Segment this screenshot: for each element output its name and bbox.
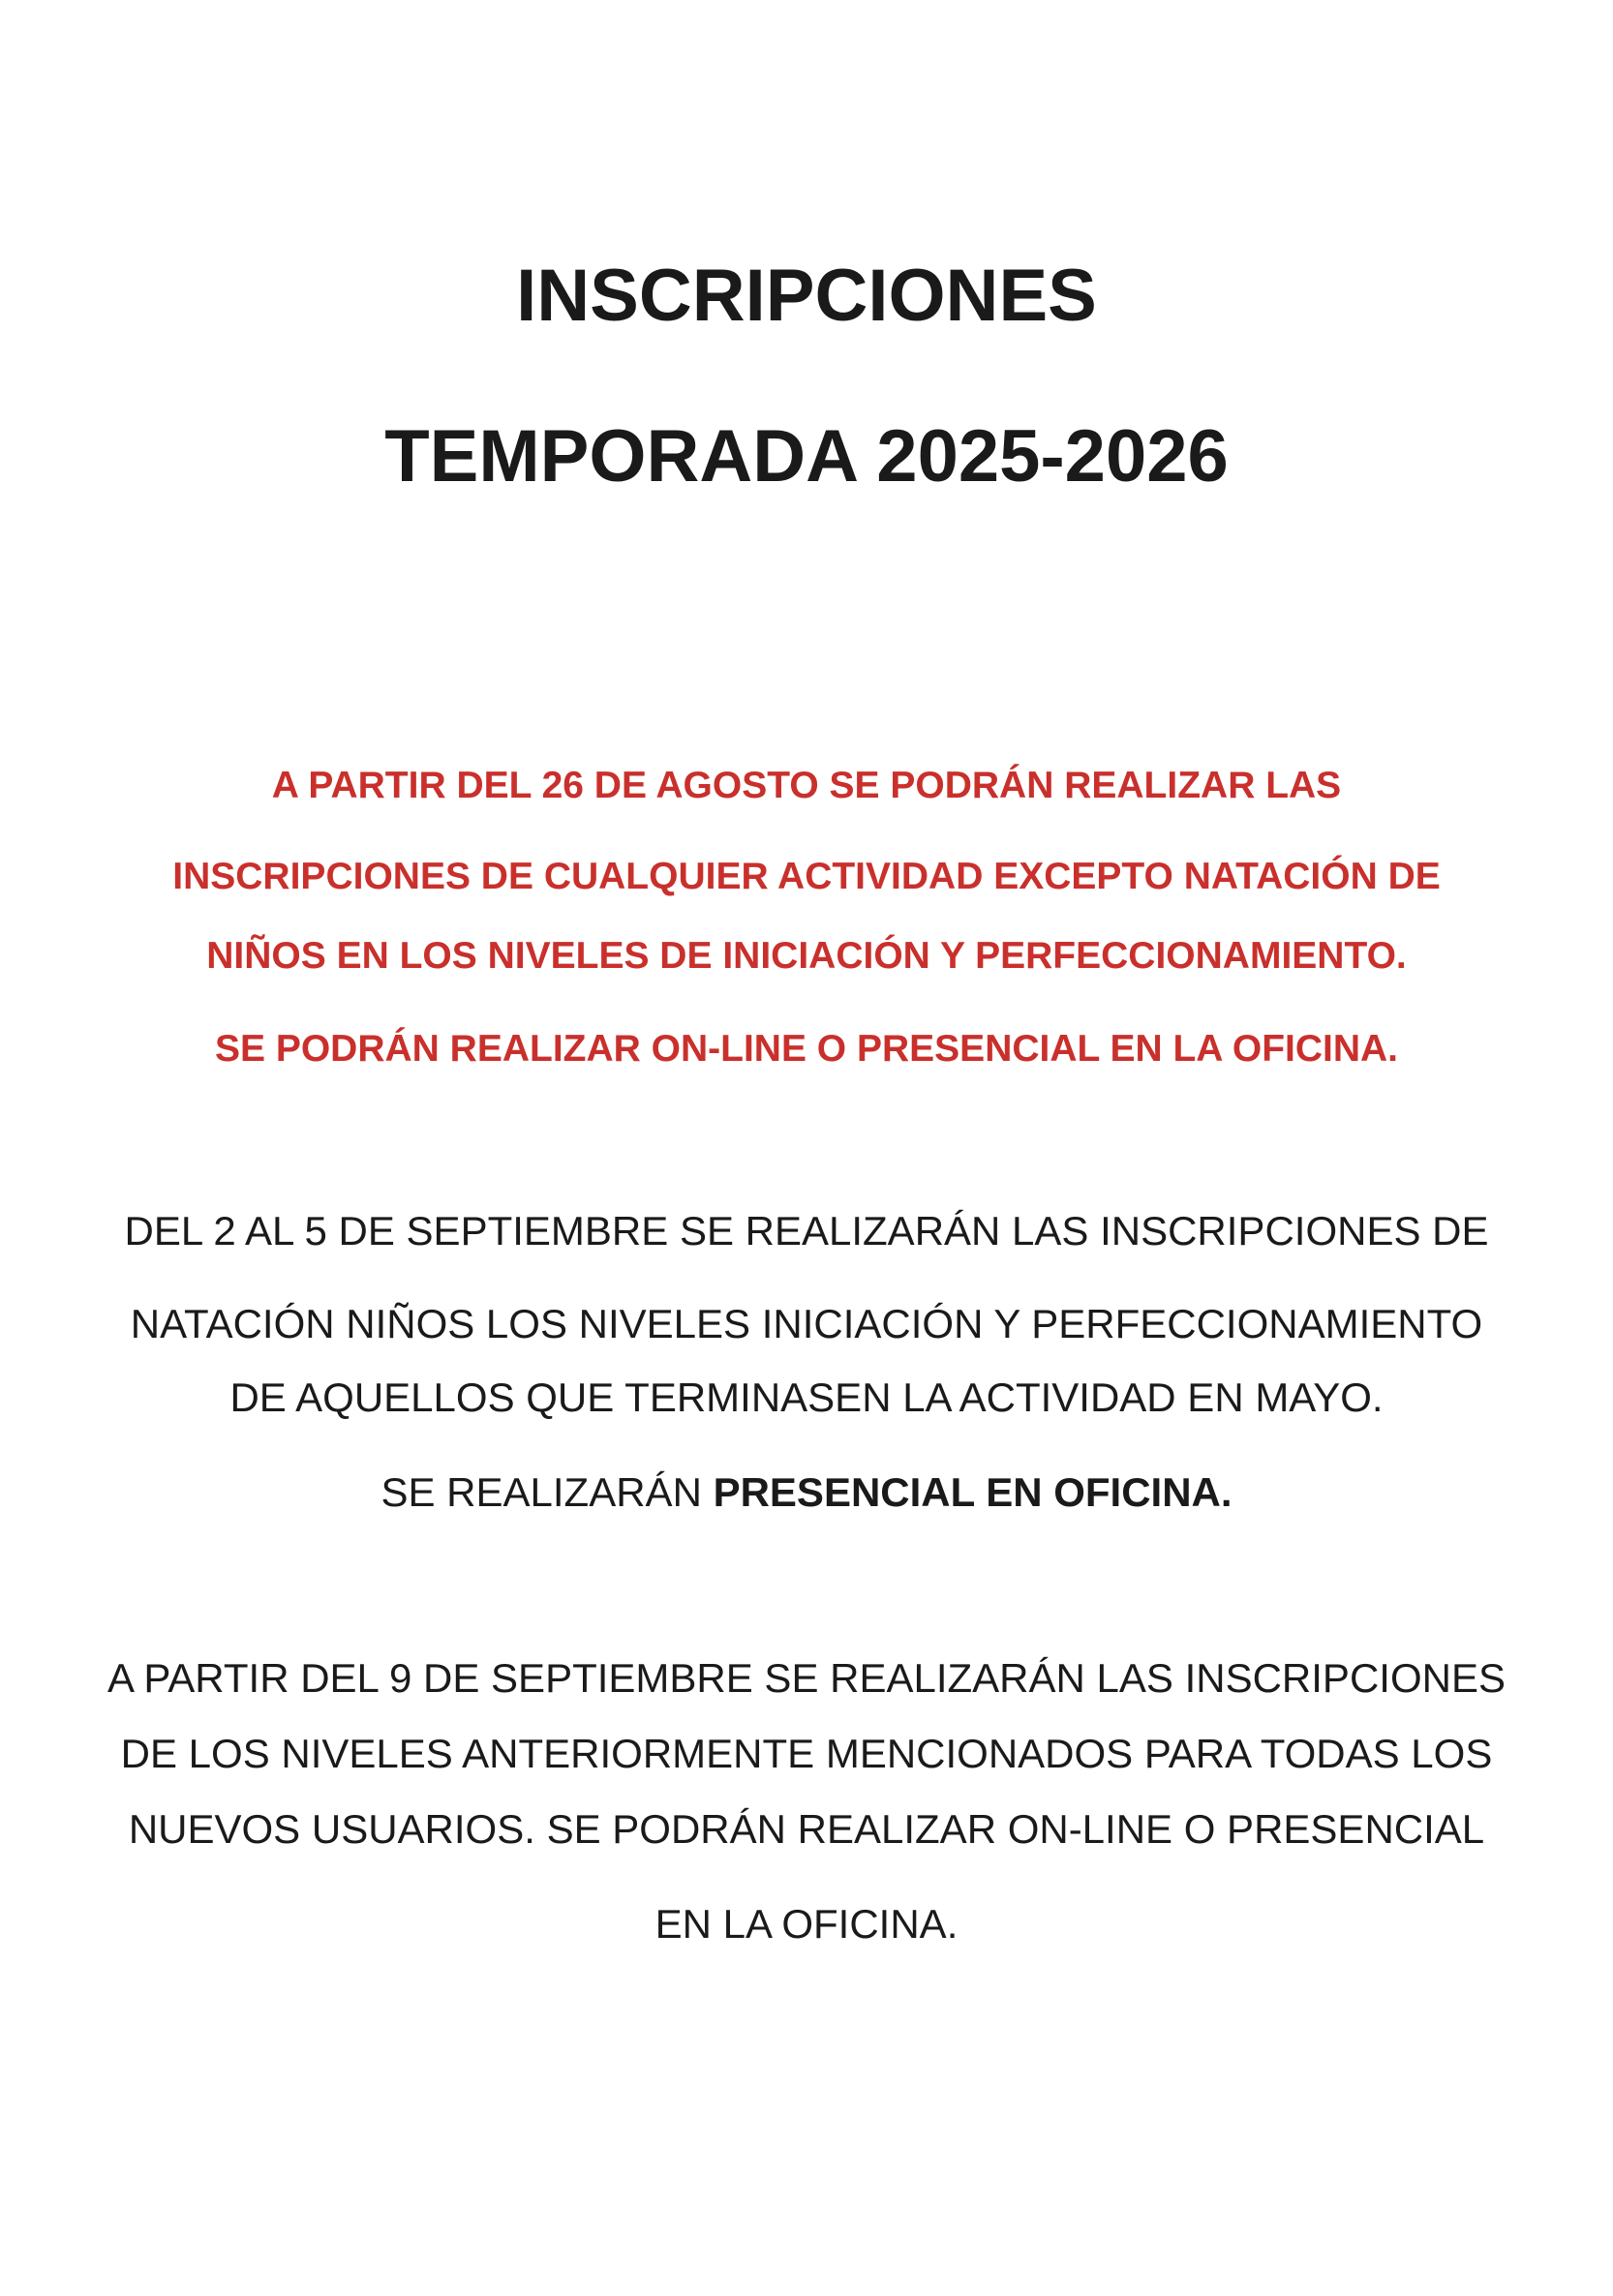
- september-notice-line-3: DE AQUELLOS QUE TERMINASEN LA ACTIVIDAD EN MAYO.: [229, 1375, 1384, 1420]
- september-notice-line-1: DEL 2 AL 5 DE SEPTIEMBRE SE REALIZARÁN LAS INSCRIPCIONES DE: [124, 1208, 1489, 1254]
- new-users-notice-line-4: EN LA OFICINA.: [654, 1901, 959, 1947]
- new-users-notice-line-3: NUEVOS USUARIOS. SE PODRÁN REALIZAR ON-LINE O PRESENCIAL: [128, 1806, 1485, 1852]
- new-users-notice-line-2: DE LOS NIVELES ANTERIORMENTE MENCIONADOS PARA TODAS LOS: [120, 1731, 1493, 1776]
- september-notice-line-2: NATACIÓN NIÑOS LOS NIVELES INICIACIÓN Y PERFECCIONAMIENTO: [130, 1301, 1483, 1346]
- title-line-2: TEMPORADA 2025-2026: [384, 415, 1229, 498]
- red-notice-line-2: INSCRIPCIONES DE CUALQUIER ACTIVIDAD EXCEPTO NATACIÓN DE: [172, 856, 1441, 897]
- red-notice-line-3: NIÑOS EN LOS NIVELES DE INICIACIÓN Y PERFECCIONAMIENTO.: [206, 935, 1407, 977]
- title-line-1: INSCRIPCIONES: [516, 255, 1097, 337]
- september-notice-line-4: [0, 1469, 1613, 1516]
- new-users-notice-line-1: A PARTIR DEL 9 DE SEPTIEMBRE SE REALIZARÁN LAS INSCRIPCIONES: [107, 1655, 1506, 1701]
- september-notice-prefix: SE REALIZARÁN: [380, 1469, 714, 1515]
- red-notice-line-1: A PARTIR DEL 26 DE AGOSTO SE PODRÁN REALIZAR LAS: [271, 765, 1342, 806]
- red-notice-line-4: SE PODRÁN REALIZAR ON-LINE O PRESENCIAL EN LA OFICINA.: [214, 1028, 1399, 1070]
- september-notice-bold: PRESENCIAL EN OFICINA.: [713, 1469, 1233, 1515]
